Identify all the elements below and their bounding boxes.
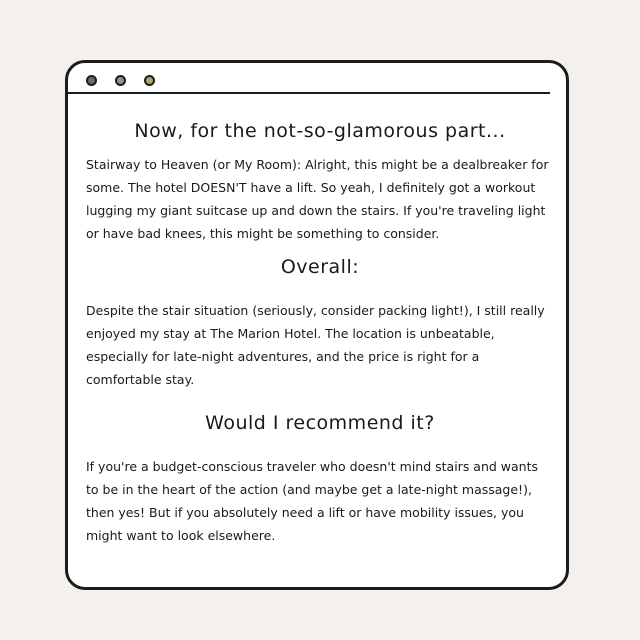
window-dot-3-icon (144, 75, 155, 86)
heading-not-so-glamorous: Now, for the not-so-glamorous part... (134, 120, 506, 142)
paragraph-stairs: Stairway to Heaven (or My Room): Alright, this might be a dealbreaker for some. The hotel DOESN'T have a lift. So yeah, I definitely got a workout lugging my giant suitcase up and down the stairs. If you're traveling light or have bad knees, this might be something to consider. (86, 157, 549, 241)
window-dot-2-icon (115, 75, 126, 86)
heading-overall: Overall: (280, 256, 360, 278)
paragraph-recommend: If you're a budget-conscious traveler who doesn't mind stairs and wants to be in the heart of the action (and maybe get a late-night massage!), then yes! But if you absolutely need a lift or have mobility issues, you might want to look elsewhere. (86, 459, 539, 543)
window-content (86, 109, 554, 547)
titlebar-divider (68, 92, 550, 94)
heading-recommend: Would I recommend it? (205, 412, 435, 434)
paragraph-overall: Despite the stair situation (seriously, consider packing light!), I still really enjoyed my stay at The Marion Hotel. The location is unbeatable, especially for late-night adventures, and the price is right for a comfortable stay. (86, 303, 545, 387)
window-dot-1-icon (86, 75, 97, 86)
window-titlebar (68, 63, 566, 97)
browser-window-card (65, 60, 569, 590)
